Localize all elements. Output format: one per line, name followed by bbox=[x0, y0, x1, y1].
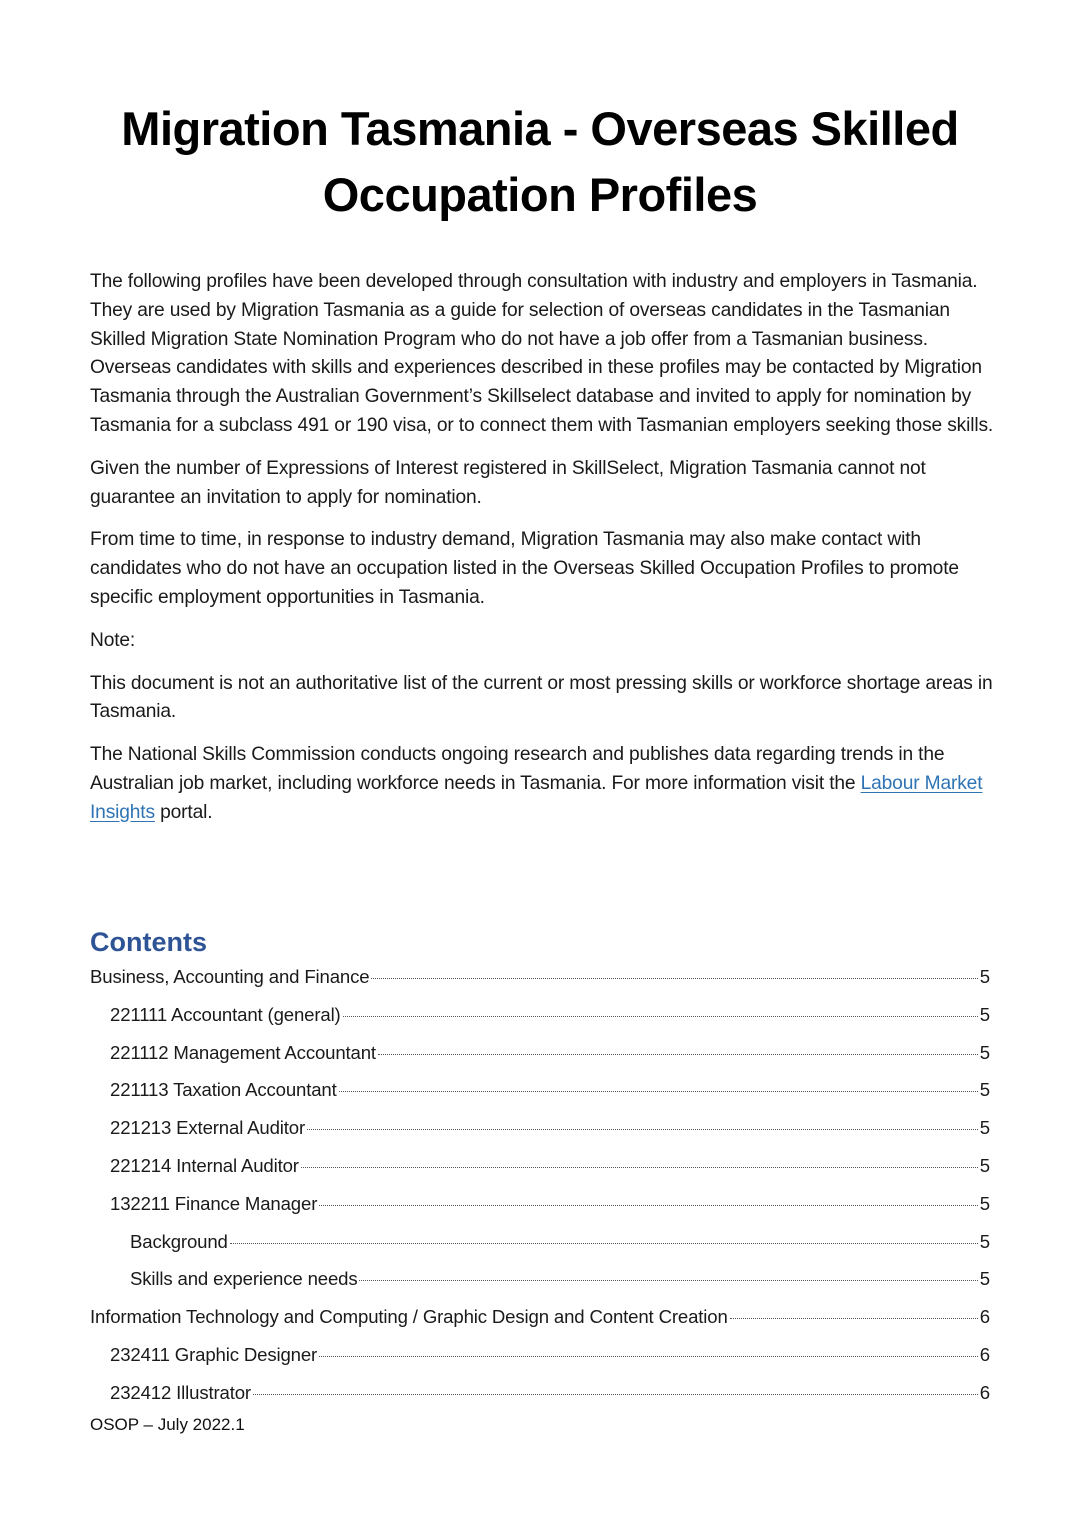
toc-entry[interactable] bbox=[90, 1264, 990, 1302]
toc-entry-page-number: 5 bbox=[979, 1117, 990, 1139]
toc-entry-label: 221113 Taxation Accountant bbox=[110, 1079, 337, 1101]
toc-entry-label: Skills and experience needs bbox=[130, 1268, 358, 1290]
toc-entry-label: 221111 Accountant (general) bbox=[110, 1003, 341, 1025]
labour-market-insights-link[interactable]: Labour Market Insights bbox=[90, 772, 983, 823]
toc-entry-page-number: 6 bbox=[979, 1343, 990, 1365]
toc-entry[interactable] bbox=[90, 1075, 990, 1113]
toc-entry[interactable] bbox=[90, 962, 990, 1000]
toc-entry[interactable] bbox=[90, 1340, 990, 1378]
toc-entry-page-number: 5 bbox=[979, 1003, 990, 1025]
toc-entry[interactable] bbox=[90, 1038, 990, 1076]
title-line-1: Migration Tasmania - Overseas Skilled bbox=[121, 102, 959, 155]
nsc-text: The National Skills Commission conducts ongoing research and publishes data regarding trends in the Australian job market, including workforce needs in Tasmania. For more information visit the bbox=[90, 744, 945, 794]
toc-entry[interactable] bbox=[90, 1378, 990, 1416]
note-paragraph: This document is not an authoritative list of the current or most pressing skills or workforce shortage areas in Tasmania. bbox=[90, 672, 993, 723]
toc-dot-leader bbox=[230, 1243, 978, 1244]
toc-entry[interactable] bbox=[90, 1227, 990, 1265]
contents-heading: Contents bbox=[90, 927, 207, 957]
toc-entry-page-number: 5 bbox=[979, 1079, 990, 1101]
nsc-paragraph bbox=[90, 741, 995, 827]
toc-dot-leader bbox=[319, 1205, 978, 1206]
toc-entry-label: 221214 Internal Auditor bbox=[110, 1154, 299, 1176]
intro-paragraph: The following profiles have been developed through consultation with industry and employers in Tasmania. They are used by Migration Tasmania as a guide for selection of overseas candidates in the Tasmanian Skilled Migration State Nomination Program who do not have a job offer from a Tasmanian business. Overseas candidates with skills and experiences described in these profiles may be contacted by Migration Tasmania through the Australian Government’s Skillselect database and invited to apply for nomination by Tasmania for a subclass 491 or 190 visa, or to connect them with Tasmanian employers seeking those skills. bbox=[90, 271, 994, 436]
toc-entry[interactable] bbox=[90, 1113, 990, 1151]
toc-dot-leader bbox=[378, 1054, 978, 1055]
toc-entry-page-number: 5 bbox=[979, 1192, 990, 1214]
toc-entry-page-number: 6 bbox=[979, 1381, 990, 1403]
page-footer: OSOP – July 2022.1 bbox=[90, 1415, 245, 1434]
toc-entry-label: Information Technology and Computing / Graphic Design and Content Creation bbox=[90, 1306, 728, 1328]
toc-dot-leader bbox=[339, 1091, 978, 1092]
industry-demand-paragraph: From time to time, in response to industry demand, Migration Tasmania may also make contact with candidates who do not have an occupation listed in the Overseas Skilled Occupation Profiles to promote specific employment opportunities in Tasmania. bbox=[90, 529, 959, 608]
toc-dot-leader bbox=[371, 978, 977, 979]
note-label: Note: bbox=[90, 629, 136, 651]
toc-entry-page-number: 6 bbox=[979, 1306, 990, 1328]
toc-dot-leader bbox=[253, 1394, 978, 1395]
document-title bbox=[60, 96, 1020, 228]
toc-entry-page-number: 5 bbox=[979, 966, 990, 987]
toc-entry-label: 232411 Graphic Designer bbox=[110, 1343, 318, 1365]
intro-body bbox=[90, 268, 995, 842]
toc-entry-label: 221112 Management Accountant bbox=[110, 1041, 376, 1063]
toc-entry[interactable] bbox=[90, 1189, 990, 1227]
toc-entry[interactable] bbox=[90, 1302, 990, 1340]
toc-entry-page-number: 5 bbox=[979, 1230, 990, 1252]
toc-entry-label: Background bbox=[130, 1230, 228, 1252]
toc-entry-label: 132211 Finance Manager bbox=[110, 1192, 318, 1214]
eoi-paragraph: Given the number of Expressions of Interest registered in SkillSelect, Migration Tasmania cannot not guarantee an invitation to apply for nomination. bbox=[90, 457, 926, 508]
toc-dot-leader bbox=[301, 1167, 978, 1168]
toc-entry-label: Business, Accounting and Finance bbox=[90, 966, 370, 987]
toc-entry-page-number: 5 bbox=[979, 1268, 990, 1290]
toc-dot-leader bbox=[359, 1280, 977, 1281]
toc-dot-leader bbox=[307, 1129, 978, 1130]
table-of-contents bbox=[90, 962, 990, 1416]
toc-dot-leader bbox=[319, 1356, 978, 1357]
toc-entry-label: 232412 Illustrator bbox=[110, 1381, 251, 1403]
toc-entry[interactable] bbox=[90, 1151, 990, 1189]
toc-dot-leader bbox=[343, 1016, 978, 1017]
toc-dot-leader bbox=[730, 1318, 978, 1319]
toc-entry-page-number: 5 bbox=[979, 1041, 990, 1063]
toc-entry-page-number: 5 bbox=[979, 1154, 990, 1176]
title-line-2: Occupation Profiles bbox=[322, 168, 758, 221]
toc-entry-label: 221213 External Auditor bbox=[110, 1117, 306, 1139]
nsc-text-end: portal. bbox=[154, 801, 213, 823]
toc-entry[interactable] bbox=[90, 1000, 990, 1038]
